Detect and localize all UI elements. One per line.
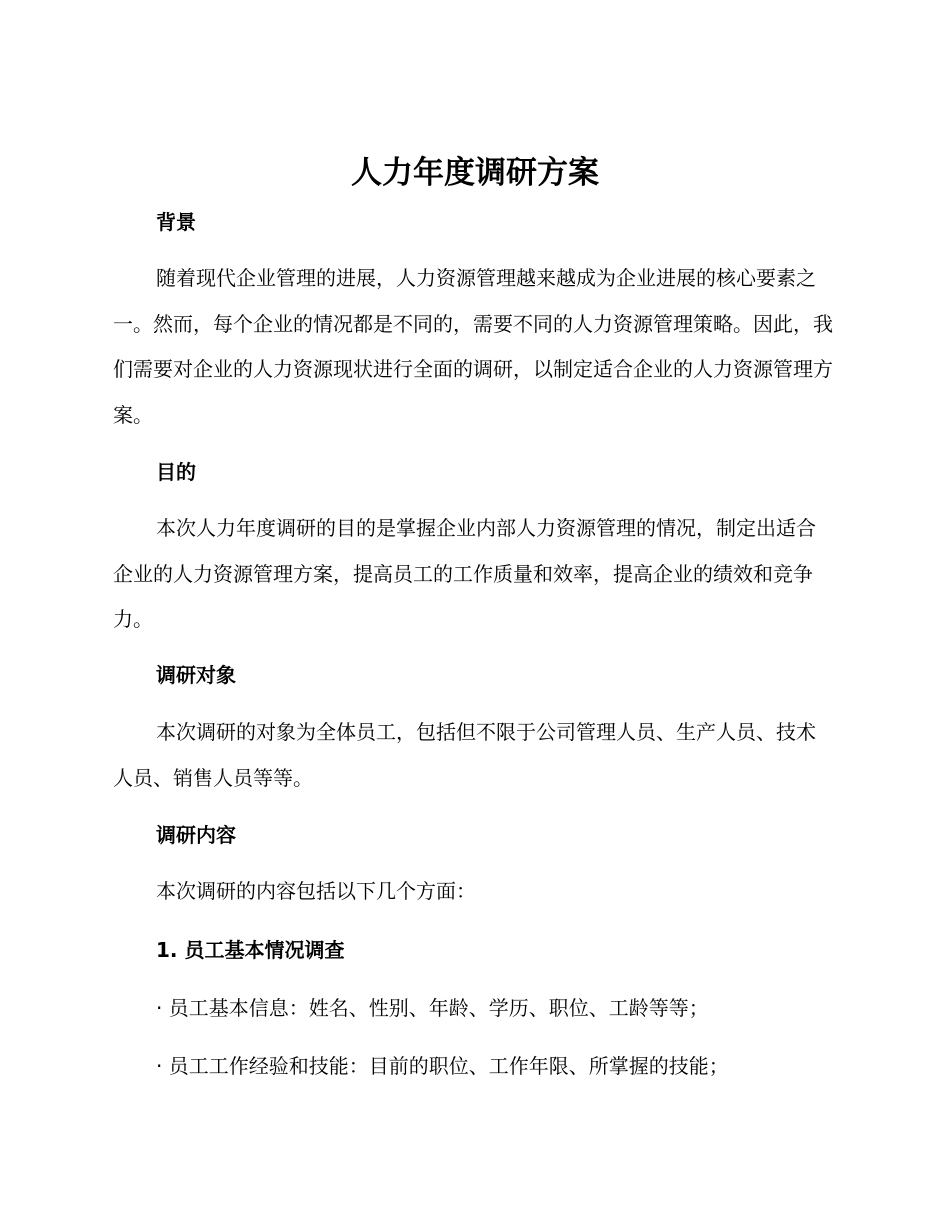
section-paragraph-purpose: 本次人力年度调研的目的是掌握企业内部人力资源管理的情况，制定出适合企业的人力资源管理方案，提高员工的工作质量和效率，提高企业的绩效和竞争力。: [113, 516, 816, 631]
section-heading-target: 调研对象: [156, 663, 236, 687]
section-paragraph-target: 本次调研的对象为全体员工，包括但不限于公司管理人员、生产人员、技术人员、销售人员等等。: [113, 720, 816, 790]
document-title: 人力年度调研方案: [351, 155, 599, 191]
section-heading-background: 背景: [156, 210, 196, 234]
section-heading-content: 调研内容: [156, 823, 236, 847]
section-heading-purpose: 目的: [156, 460, 196, 484]
list-item: · 员工工作经验和技能：目前的职位、工作年限、所掌握的技能；: [156, 1054, 729, 1078]
section-paragraph-content: 本次调研的内容包括以下几个方面：: [156, 879, 476, 903]
list-item: · 员工基本信息：姓名、性别、年龄、学历、职位、工龄等等；: [156, 996, 709, 1020]
subsection-heading: 1. 员工基本情况调查: [156, 938, 345, 962]
section-paragraph-background: 随着现代企业管理的进展，人力资源管理越来越成为企业进展的核心要素之一。然而，每个企业的情况都是不同的，需要不同的人力资源管理策略。因此，我们需要对企业的人力资源现状进行全面的调研，以制定适合企业的人力资源管理方案。: [113, 266, 833, 427]
